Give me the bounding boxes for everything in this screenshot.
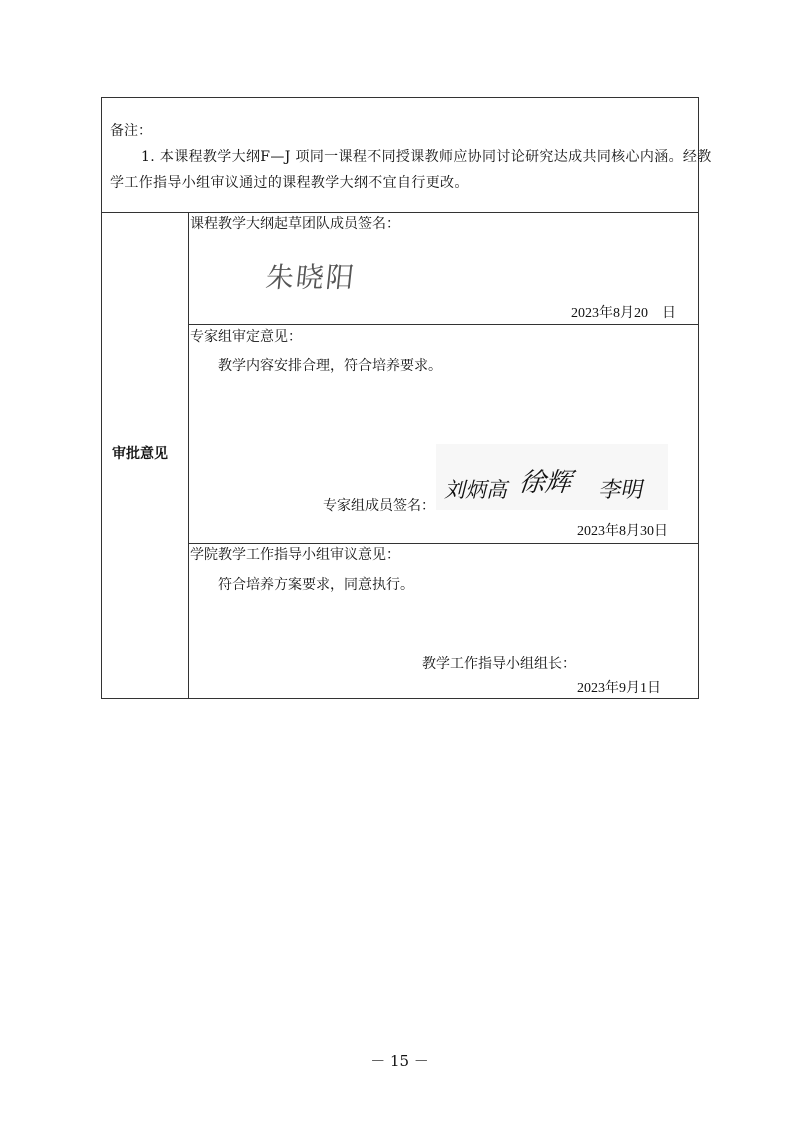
- college-title: 学院教学工作指导小组审议意见：: [190, 547, 400, 563]
- expert-opinion: 教学内容安排合理，符合培养要求。: [218, 358, 442, 374]
- expert-title: 专家组审定意见：: [190, 329, 302, 345]
- notes-divider: [101, 212, 699, 213]
- notes-label: 备注：: [110, 123, 152, 139]
- college-date: 2023年9月1日: [577, 681, 661, 696]
- expert-divider: [188, 543, 699, 544]
- drafting-date: 2023年8月20 日: [571, 306, 676, 321]
- notes-line-2: 学工作指导小组审议通过的课程教学大纲不宜自行更改。: [110, 175, 469, 191]
- expert-signature-3: [596, 473, 647, 504]
- expert-signature-2: [515, 462, 579, 499]
- drafter-signature-text: 朱晓阳: [264, 261, 358, 294]
- college-opinion: 符合培养方案要求，同意执行。: [218, 577, 414, 593]
- expert-signature-2-text: 徐辉: [515, 468, 579, 498]
- row-label-approval: 审批意见: [112, 446, 168, 462]
- drafter-signature: [266, 256, 356, 296]
- expert-signers-label: 专家组成员签名：: [323, 498, 435, 514]
- page-number: － 15 －: [370, 1052, 429, 1070]
- expert-signature-1: [442, 474, 512, 504]
- expert-signature-1-text: 刘炳高: [442, 478, 512, 502]
- notes-line-1: 1. 本课程教学大纲F—J 项同一课程不同授课教师应协同讨论研究达成共同核心内涵。经教: [141, 149, 712, 165]
- label-column-divider: [188, 212, 189, 699]
- expert-date: 2023年8月30日: [577, 524, 668, 539]
- expert-signature-3-text: 李明: [596, 478, 647, 503]
- college-leader-label: 教学工作指导小组组长：: [422, 656, 576, 672]
- drafting-divider: [188, 324, 699, 325]
- drafting-title: 课程教学大纲起草团队成员签名：: [190, 216, 400, 232]
